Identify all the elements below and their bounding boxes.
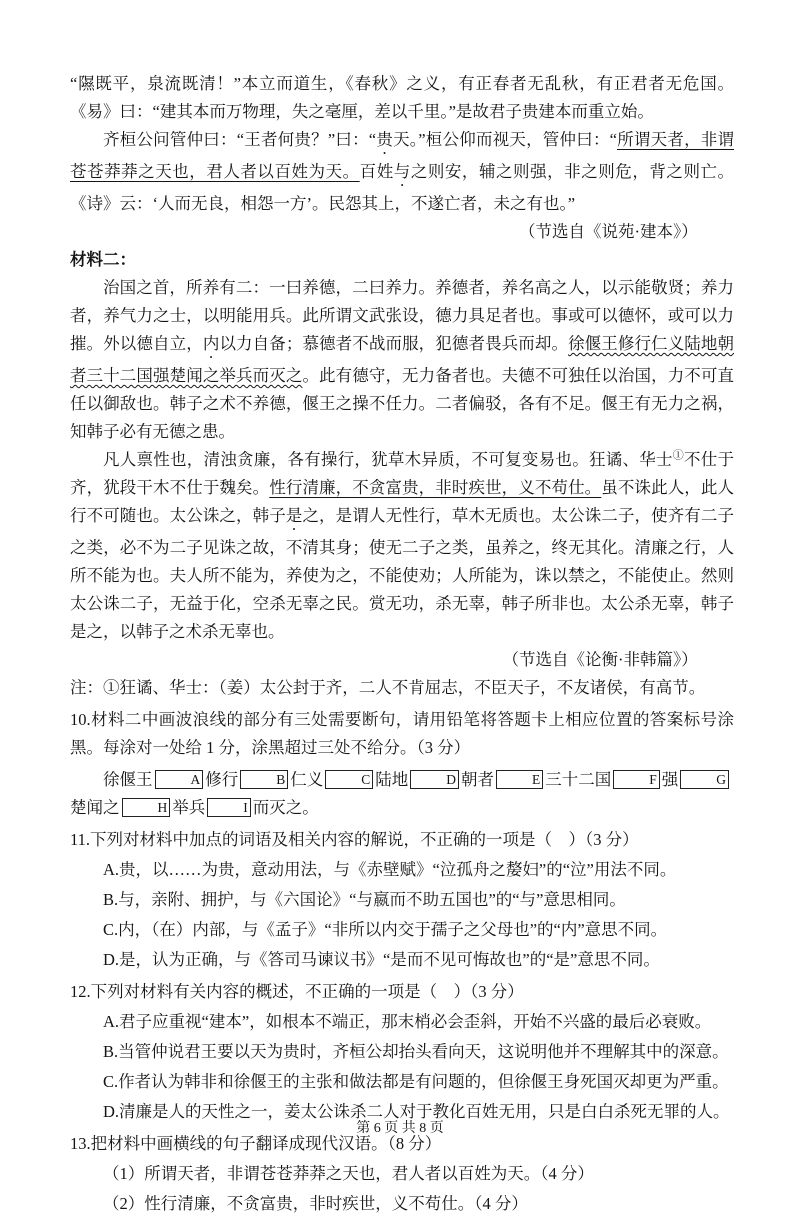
text-run: 虽不诛此人，此人行不可随也。太公诛之，韩子 [70,478,735,525]
option-box-d: D [410,770,459,789]
question-10-answer-line [70,766,734,822]
option-box-f: F [613,770,660,789]
text-run: 三十二国 [545,770,612,789]
text-run: 之则安，辅之则强，非之则危，背之则亡。《诗》云：‘人而无良，相怨一方’。民怨其上，不遂亡者，未之有也。” [70,162,735,213]
text-run: 之，是谓人无性行，草木无质也。太公诛二子，使齐有二子之类，必不为二子见诛之故，不清其身；使无二子之类，虽养之，终无其化。清廉之行，人所不能为也。夫人所不能为，养使为之，不能使劝；人所能为，诛以禁之，不能使止。然则太公诛二子，无益于化，空杀无辜之民。赏无功，杀无辜，韩子所非也。太公杀无辜，韩子是之，以韩子之术杀无辜也。 [70,506,735,641]
text-run: 而灭之。 [252,798,319,817]
text-run: 治国之首，所养有二：一曰养德，二曰养力。养德者，养名高之人，以示能敬贤；养力者，养气力之士，以明能用兵。此所谓文武张设，德力具足者也。事或可以德怀，或可以力摧。外以德自立， [70,278,734,353]
text-run: 不仕于齐，犹段干木不仕于魏矣。 [70,450,735,497]
question-12-option-b: B.当管仲说君王要以天为贵时，齐桓公却抬头看向天，这说明他并不理解其中的深意。 [103,1042,729,1061]
text-run: 天。”桓公仰而视天，管仲曰：“ [393,130,617,149]
option-box-g: G [680,770,729,789]
option-box-c: C [325,770,373,789]
material2-paragraph-1 [70,274,734,446]
text-run: 徐偃王 [103,770,153,789]
question-12-option-d: D.清廉是人的天性之一，姜太公诛杀二人对于教化百姓无用，只是白白杀死无罪的人。 [103,1102,730,1121]
emphasis-dot-word-gui: 贵 [376,130,394,149]
text-run: 陆地 [375,770,409,789]
underlined-sentence-1: 所谓天者，非谓苍苍莽莽之天也，君人者以百姓为天。 [70,130,735,181]
material1-paragraph-1 [70,70,734,126]
question-10-stem: 10.材料二中画波浪线的部分有三处需要断句，请用铅笔将答题卡上相应位置的答案标号涂黑。每涂对一处给 1 分，涂黑超过三处不给分。（3 分） [70,710,734,757]
text-run: 仁义 [290,770,324,789]
material2-paragraph-2 [70,446,734,646]
option-box-h: H [122,798,171,817]
emphasis-dot-word-yu: 与 [393,162,411,181]
text-run: 。此有德守，无力备者也。夫德不可独任以治国，力不可直任以御敌也。韩子之术不养德，偃王之操不任力。二者偏驳，各有不足。偃王有无力之祸，知韩子必有无德之患。 [70,366,735,441]
text-run: 修行 [205,770,239,789]
text-run: 举兵 [172,798,206,817]
question-12-stem: 12.下列对材料有关内容的概述，不正确的一项是（ ）（3 分） [70,982,524,1001]
page-number: 第 6 页 共 8 页 [356,1121,444,1136]
material2-heading: 材料二： [70,250,136,269]
footnote-reference-mark: ① [672,449,684,462]
text-run: 以力自备；慕德者不战而服，犯德者畏兵而却。 [219,334,569,353]
question-11-stem: 11.下列对材料中加点的词语及相关内容的解说，不正确的一项是（ ）（3 分） [70,830,639,849]
text-run: 朝者 [461,770,495,789]
text-run: 强 [661,770,679,789]
source-attribution-1: （节选自《说苑·建本》） [518,222,698,241]
text-run: “隰既平，泉流既清！”本立而道生，《春秋》之义，有正春者无乱秋，有正君者无危国。《易》曰：“建其本而万物理，失之毫厘，差以千里。”是故君子贵建本而重立始。 [70,74,734,121]
question-11-option-d: D.是，认为正确，与《答司马谏议书》“是而不见可悔故也”的“是”意思不同。 [103,950,660,969]
option-box-i: I [207,798,251,817]
question-12-option-c: C.作者认为韩非和徐偃王的主张和做法都是有问题的，但徐偃王身死国灭却更为严重。 [103,1072,729,1091]
text-run: 楚闻之 [70,798,120,817]
question-13-item-1: （1）所谓天者，非谓苍苍莽莽之天也，君人者以百姓为天。（4 分） [103,1164,594,1183]
text-run: 齐桓公问管仲曰：“王者何贵？”曰：“ [103,130,377,149]
question-11-option-a: A.贵，以……为贵，意动用法，与《赤壁赋》“泣孤舟之嫠妇”的“泣”用法不同。 [103,860,677,879]
question-12-option-a: A.君子应重视“建本”，如根本不端正，那末梢必会歪斜，开始不兴盛的最后必衰败。 [103,1012,712,1031]
question-13-stem: 13.把材料中画横线的句子翻译成现代汉语。（8 分） [70,1134,442,1153]
footnote-line: 注：①狂谲、华士：（姜）太公封于齐，二人不肯屈志，不臣天子，不友诸侯，有高节。 [70,678,706,697]
option-box-b: B [240,770,288,789]
material1-paragraph-2 [70,126,734,218]
option-box-a: A [155,770,204,789]
question-11-option-b: B.与，亲附、拥护，与《六国论》“与嬴而不助五国也”的“与”意思相同。 [103,890,626,909]
question-13-item-2: （2）性行清廉，不贪富贵，非时疾世，义不苟仕。（4 分） [103,1194,528,1213]
emphasis-dot-word-shi: 是 [285,506,303,525]
text-run: 百姓 [359,162,394,181]
underlined-sentence-2: 性行清廉，不贪富贵，非时疾世，义不苟仕。 [269,478,602,497]
wavy-underline-passage: 徐偃王修行仁义陆地朝者三十二国强楚闻之举兵而灭之 [70,334,735,385]
text-run: 凡人禀性也，清浊贪廉，各有操行，犹草木异质，不可复变易也。狂谲、华士 [103,450,673,469]
question-11-option-c: C.内，（在）内部，与《孟子》“非所以内交于孺子之父母也”的“内”意思不同。 [103,920,668,939]
emphasis-dot-word-nei: 内 [202,334,220,353]
source-attribution-2: （节选自《论衡·非韩篇》） [502,650,698,669]
option-box-e: E [496,770,543,789]
